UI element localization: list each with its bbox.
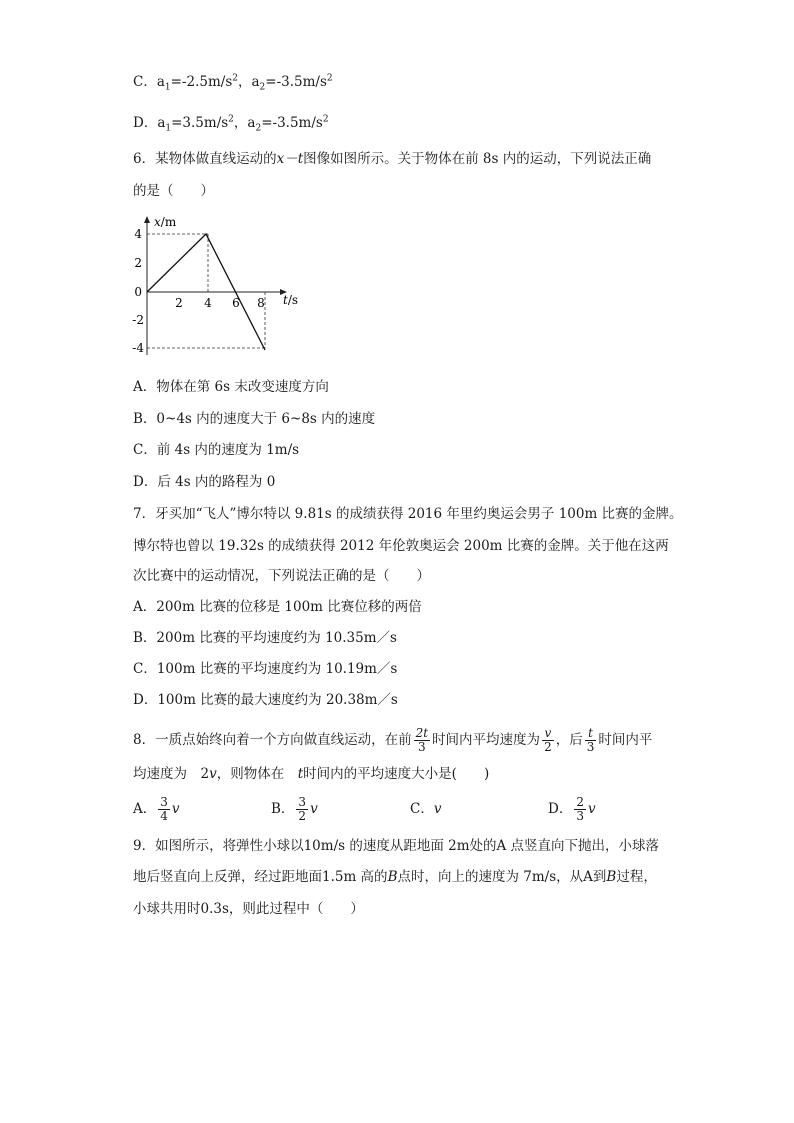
q8-option-c[interactable]: C．v (410, 801, 442, 817)
x-tick-6: 6 (232, 296, 240, 310)
q9-stem-line3: 小球共用时0.3s，则此过程中（ ） (133, 901, 364, 917)
q7-stem-line1: 7．牙买加“飞人”博尔特以 9.81s 的成绩获得 2016 年里约奥运会男子 100m 比赛的金牌。 (133, 506, 683, 522)
q7-stem-line3: 次比赛中的运动情况，下列说法正确的是（ ） (133, 568, 430, 584)
q6-option-c[interactable]: C．前 4s 内的速度为 1m/s (133, 442, 300, 458)
y-axis-arrow (144, 216, 150, 223)
q8-stem-line1: 8．一质点始终向着一个方向做直线运动，在前 $\frac{2t}{3}$ 时间内平均速度为 $\frac{v}{2}$ ，后 $\frac{t}{3}$ 时间内平 (133, 726, 653, 754)
q7-option-a[interactable]: A．200m 比赛的位移是 100m 比赛位移的两倍 (133, 599, 422, 615)
q6-option-d[interactable]: D．后 4s 内的路程为 0 (133, 474, 276, 490)
q7-stem-line2: 博尔特也曾以 19.32s 的成绩获得 2012 年伦敦奥运会 200m 比赛的金牌。关于他在这两 (133, 538, 669, 554)
q8-option-d[interactable]: D． $\frac{2}{3}$ v (548, 795, 596, 823)
q5-option-d[interactable]: D．$a_1=3.5m/s^2$，$a_2=-3.5m/s^2$ (133, 114, 329, 134)
q9-stem-line2: 地后竖直向上反弹，经过距地面1.5m 高的B点时，向上的速度为 7m/s，从A到B过程， (133, 869, 657, 885)
x-tick-4: 4 (204, 296, 212, 310)
q6-stem-line1: 6．某物体做直线运动的x－t图像如图所示。关于物体在前 8s 内的运动，下列说法正确 (133, 151, 652, 167)
q7-option-c[interactable]: C．100m 比赛的平均速度约为 10.19m／s (133, 661, 398, 677)
y-axis-label: x/m (154, 215, 177, 229)
q6-option-b[interactable]: B．0~4s 内的速度大于 6~8s 内的速度 (133, 411, 376, 427)
q9-stem-line1: 9．如图所示，将弹性小球以10m/s 的速度从距地面 2m处的A 点竖直向下抛出，小球落 (133, 838, 660, 854)
y-tick-neg4: -4 (132, 341, 144, 355)
x-tick-8: 8 (257, 296, 265, 310)
y-tick-0: 0 (134, 285, 142, 299)
q6-xt-graph (130, 210, 310, 360)
q6-option-a[interactable]: A．物体在第 6s 末改变速度方向 (133, 379, 329, 395)
x-tick-2: 2 (175, 296, 183, 310)
y-tick-4: 4 (134, 227, 142, 241)
q7-option-d[interactable]: D．100m 比赛的最大速度约为 20.38m／s (133, 692, 398, 708)
x-axis-label: t/s (283, 293, 299, 307)
q8-frac-t-3: $\frac{t}{3}$ (586, 726, 595, 754)
y-tick-neg2: -2 (132, 313, 144, 327)
q8-option-b[interactable]: B． $\frac{3}{2}$ v (271, 795, 318, 823)
y-tick-2: 2 (134, 256, 142, 270)
q5-option-c[interactable]: C．$a_1=-2.5m/s^2$，$a_2=-3.5m/s^2$ (133, 73, 333, 93)
q8-option-a[interactable]: A． $\frac{3}{4}$ v (133, 795, 180, 823)
q8-stem-line2: 均速度为 2v，则物体在 t时间内的平均速度大小是( ) (133, 766, 490, 782)
q7-option-b[interactable]: B．200m 比赛的平均速度约为 10.35m／s (133, 630, 397, 646)
q6-stem-line2: 的是（ ） (133, 183, 214, 199)
q8-frac-v-2: $\frac{v}{2}$ (544, 726, 552, 754)
q8-frac-2t-3: $\frac{2t}{3}$ (415, 726, 429, 754)
